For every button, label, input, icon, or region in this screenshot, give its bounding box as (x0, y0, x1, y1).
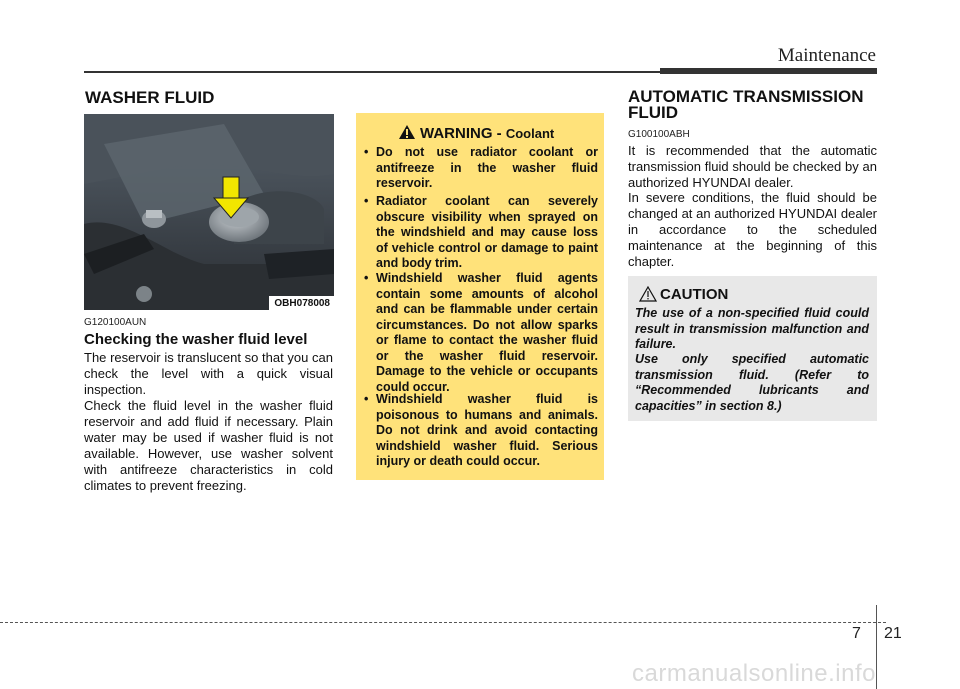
section-code: G120100AUN (84, 317, 147, 328)
engine-bay-illustration (84, 114, 334, 310)
warning-item: • Windshield washer fluid is poisonous to humans and animals. Do not drink and avoid contacting windshield washer fluid. Serious injury or death could occur. (364, 392, 598, 468)
transmission-title-line1: AUTOMATIC TRANSMISSION (628, 87, 864, 106)
caution-triangle-icon (639, 286, 657, 307)
chapter-number: 7 (852, 625, 861, 642)
transmission-title-line2: FLUID (628, 103, 679, 122)
engine-bay-photo (84, 114, 334, 310)
section-code: G100100ABH (628, 129, 690, 140)
warning-label: WARNING - (420, 125, 502, 142)
paragraph: It is recommended that the automatic transmission fluid should be checked by an authorized HYUNDAI dealer. (628, 143, 877, 190)
caution-title: CAUTION (660, 286, 729, 303)
warning-item-text: Radiator coolant can severely obscure visibility when sprayed on the windshield and may cause loss of vehicle control or damage to paint and body trim. (376, 194, 598, 270)
warning-item-text: Windshield washer fluid is poisonous to humans and animals. Do not drink and avoid contacting windshield washer fluid. Serious injury or death could occur. (376, 392, 598, 468)
header-rule (84, 71, 664, 73)
warning-item: • Radiator coolant can severely obscure visibility when sprayed on the windshield and may cause loss of vehicle control or damage to paint and body trim. (364, 194, 598, 270)
warning-subject: Coolant (505, 126, 555, 141)
footer-rule (0, 622, 886, 623)
warning-title (420, 125, 554, 142)
caution-paragraph: The use of a non-specified fluid could result in transmission malfunction and failure. (635, 306, 869, 351)
watermark: carmanualsonline.info (632, 660, 876, 687)
paragraph: In severe conditions, the fluid should be changed at an authorized HYUNDAI dealer in accordance to the scheduled maintenance at the beginning of this chapter. (628, 190, 877, 269)
header-rule-accent (660, 68, 877, 74)
subheading: Checking the washer fluid level (84, 331, 308, 348)
warning-item: • Windshield washer fluid agents contain some amounts of alcohol and can be flammable under certain circumstances. Do not allow sparks or flame to contact the washer fluid or the washer fluid reservoir. Damage to the vehicle or occupants could occur. (364, 271, 598, 394)
header-title: Maintenance (777, 45, 876, 66)
warning-item-text: Do not use radiator coolant or antifreeze in the washer fluid reservoir. (376, 145, 598, 190)
caution-paragraph: Use only specified automatic transmission fluid. (Refer to “Recommended lubricants and capacities” in section 8.) (635, 352, 869, 413)
footer-divider (876, 605, 877, 689)
photo-caption: OBH078008 (269, 296, 334, 310)
page-number: 21 (884, 625, 902, 642)
warning-item: • Do not use radiator coolant or antifreeze in the washer fluid reservoir. (364, 145, 598, 190)
paragraph: The reservoir is translucent so that you can check the level with a quick visual inspection. (84, 350, 333, 397)
warning-triangle-icon (398, 124, 416, 145)
washer-fluid-title: WASHER FLUID (85, 88, 215, 107)
paragraph: Check the fluid level in the washer fluid reservoir and add fluid if necessary. Plain water may be used if washer fluid is not available. However, use washer solvent with antifreeze characteristics in cold climates to prevent freezing. (84, 398, 333, 493)
warning-item-text: Windshield washer fluid agents contain some amounts of alcohol and can be flammable under certain circumstances. Do not allow sparks or flame to contact the washer fluid or the washer fluid reservoir. Damage to the vehicle or occupants could occur. (376, 271, 598, 394)
